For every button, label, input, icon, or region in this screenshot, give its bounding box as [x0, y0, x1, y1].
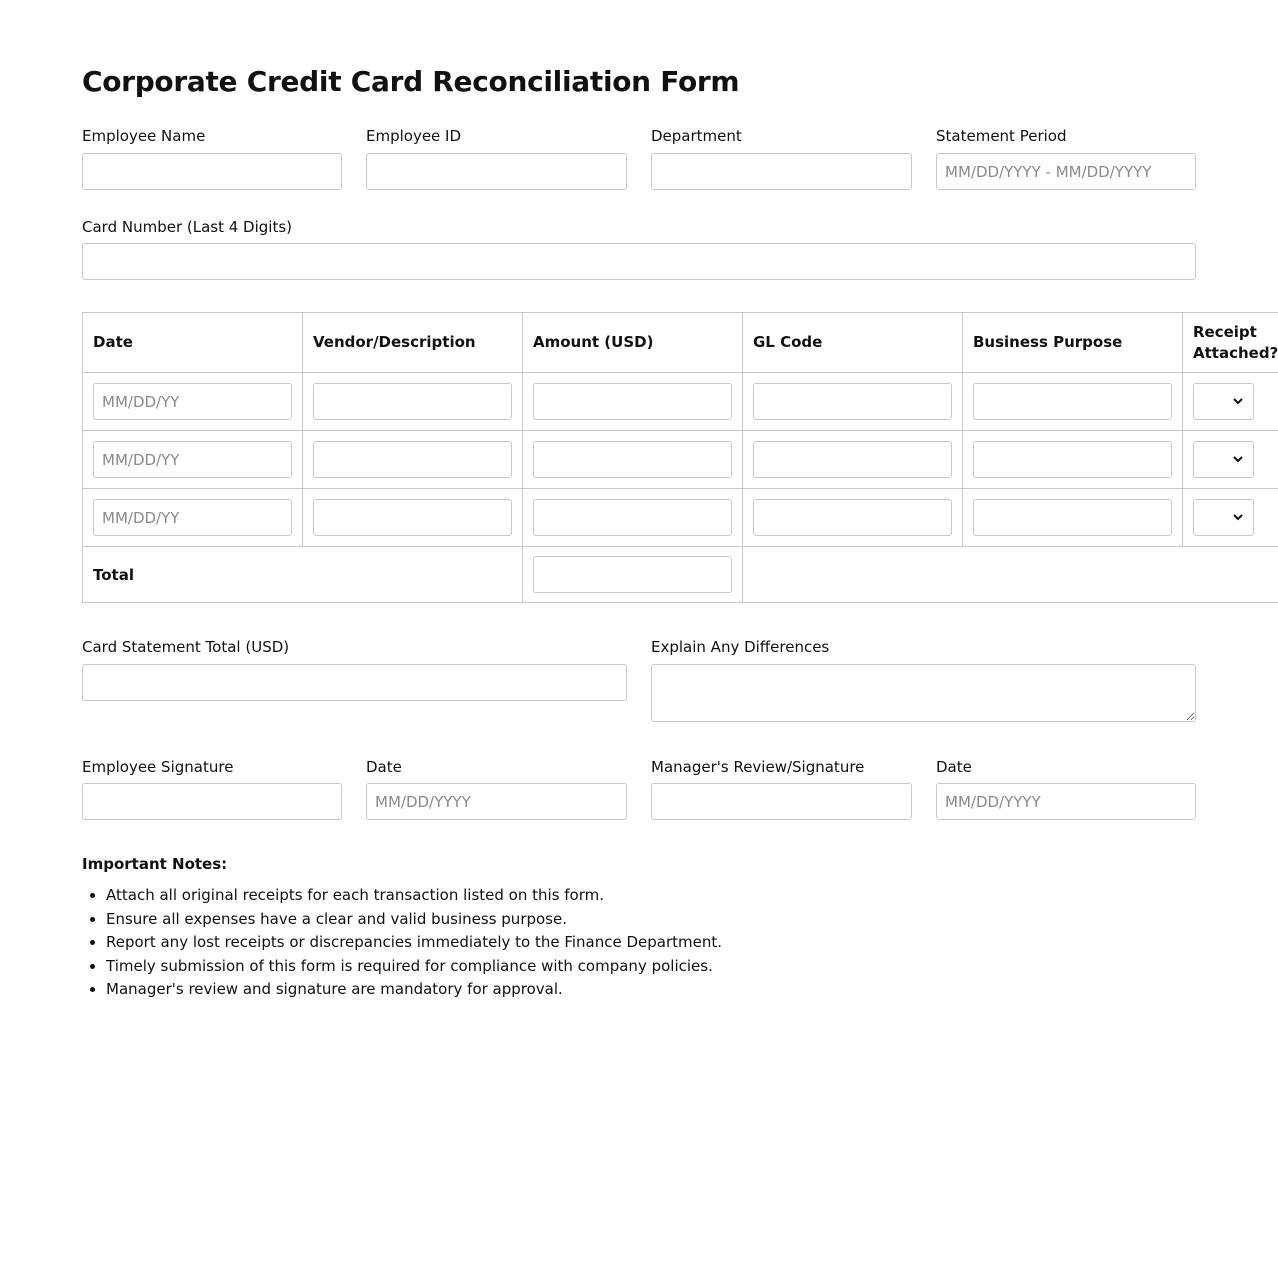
gl-code-cell: [743, 431, 963, 489]
date-input[interactable]: [93, 383, 292, 420]
amount-cell: [523, 489, 743, 547]
purpose-cell: [963, 431, 1183, 489]
total-label: Total: [93, 566, 134, 584]
receipt-attached-select[interactable]: [1193, 499, 1254, 536]
chevron-down-icon: [1232, 395, 1244, 407]
list-item: • Attach all original receipts for each transaction listed on this form.: [106, 884, 1182, 908]
table-row: [83, 431, 1278, 489]
column-header-amount: Amount (USD): [523, 313, 743, 373]
department-label: Department: [651, 127, 742, 145]
total-amount-cell: [523, 547, 743, 603]
amount-cell: [523, 373, 743, 431]
date-input[interactable]: [93, 499, 292, 536]
statement-total-field: [82, 637, 627, 701]
date-input[interactable]: [93, 441, 292, 478]
vendor-cell: [303, 431, 523, 489]
employee-name-label: Employee Name: [82, 127, 206, 145]
statement-period-field: [936, 126, 1196, 190]
important-notes: [82, 853, 1182, 1002]
statement-period-input[interactable]: [936, 153, 1196, 190]
date-cell: [83, 431, 303, 489]
manager-signature-field: [651, 757, 912, 820]
list-item: • Report any lost receipts or discrepancies immediately to the Finance Department.: [106, 931, 1182, 955]
manager-signature-input[interactable]: [651, 783, 912, 820]
table-header-row: [83, 313, 1278, 373]
vendor-input[interactable]: [313, 499, 512, 536]
department-input[interactable]: [651, 153, 912, 190]
card-number-field: [82, 217, 1196, 280]
total-row: [83, 547, 1278, 603]
card-number-label: Card Number (Last 4 Digits): [82, 218, 293, 236]
differences-textarea[interactable]: [651, 664, 1196, 722]
employee-id-input[interactable]: [366, 153, 627, 190]
business-purpose-input[interactable]: [973, 383, 1172, 420]
employee-date-input[interactable]: [366, 783, 627, 820]
total-label-cell: [83, 547, 523, 603]
employee-signature-field: [82, 757, 342, 820]
transactions-table-container: [82, 312, 1278, 603]
employee-date-label: Date: [366, 758, 402, 776]
manager-date-label: Date: [936, 758, 972, 776]
employee-date-field: [366, 757, 627, 820]
statement-period-label: Statement Period: [936, 127, 1067, 145]
date-cell: [83, 489, 303, 547]
gl-code-input[interactable]: [753, 441, 952, 478]
purpose-cell: [963, 489, 1183, 547]
gl-code-input[interactable]: [753, 499, 952, 536]
total-empty-cell: [743, 547, 1278, 603]
column-header-receipt-attached: Receipt Attached?: [1183, 313, 1278, 373]
differences-field: [651, 637, 1196, 722]
employee-signature-input[interactable]: [82, 783, 342, 820]
vendor-cell: [303, 489, 523, 547]
amount-cell: [523, 431, 743, 489]
chevron-down-icon: [1232, 511, 1244, 523]
table-row: [83, 373, 1278, 431]
amount-input[interactable]: [533, 499, 732, 536]
total-amount-input[interactable]: [533, 556, 732, 593]
receipt-attached-select[interactable]: [1193, 383, 1254, 420]
column-header-business-purpose: Business Purpose: [963, 313, 1183, 373]
notes-list: [82, 884, 1182, 1002]
employee-id-field: [366, 126, 627, 190]
employee-id-label: Employee ID: [366, 127, 462, 145]
receipt-attached-select[interactable]: [1193, 441, 1254, 478]
department-field: [651, 126, 912, 190]
vendor-input[interactable]: [313, 441, 512, 478]
business-purpose-input[interactable]: [973, 499, 1172, 536]
employee-signature-label: Employee Signature: [82, 758, 234, 776]
receipt-cell: [1183, 373, 1278, 431]
card-number-input[interactable]: [82, 243, 1196, 280]
notes-heading: Important Notes:: [82, 855, 228, 873]
list-item: • Timely submission of this form is required for compliance with company policies.: [106, 955, 1182, 979]
vendor-input[interactable]: [313, 383, 512, 420]
chevron-down-icon: [1232, 453, 1244, 465]
page-title: Corporate Credit Card Reconciliation Form: [82, 65, 740, 98]
receipt-cell: [1183, 489, 1278, 547]
manager-date-field: [936, 757, 1196, 820]
receipt-cell: [1183, 431, 1278, 489]
differences-label: Explain Any Differences: [651, 638, 830, 656]
business-purpose-input[interactable]: [973, 441, 1172, 478]
column-header-gl-code: GL Code: [743, 313, 963, 373]
gl-code-cell: [743, 373, 963, 431]
manager-date-input[interactable]: [936, 783, 1196, 820]
amount-input[interactable]: [533, 383, 732, 420]
column-header-date: Date: [83, 313, 303, 373]
statement-total-input[interactable]: [82, 664, 627, 701]
table-row: [83, 489, 1278, 547]
vendor-cell: [303, 373, 523, 431]
employee-name-input[interactable]: [82, 153, 342, 190]
column-header-vendor: Vendor/Description: [303, 313, 523, 373]
transactions-table: [82, 312, 1278, 603]
gl-code-input[interactable]: [753, 383, 952, 420]
date-cell: [83, 373, 303, 431]
purpose-cell: [963, 373, 1183, 431]
gl-code-cell: [743, 489, 963, 547]
list-item: • Ensure all expenses have a clear and valid business purpose.: [106, 908, 1182, 932]
employee-name-field: [82, 126, 342, 190]
list-item: • Manager's review and signature are mandatory for approval.: [106, 978, 1182, 1002]
statement-total-label: Card Statement Total (USD): [82, 638, 290, 656]
amount-input[interactable]: [533, 441, 732, 478]
manager-signature-label: Manager's Review/Signature: [651, 758, 865, 776]
